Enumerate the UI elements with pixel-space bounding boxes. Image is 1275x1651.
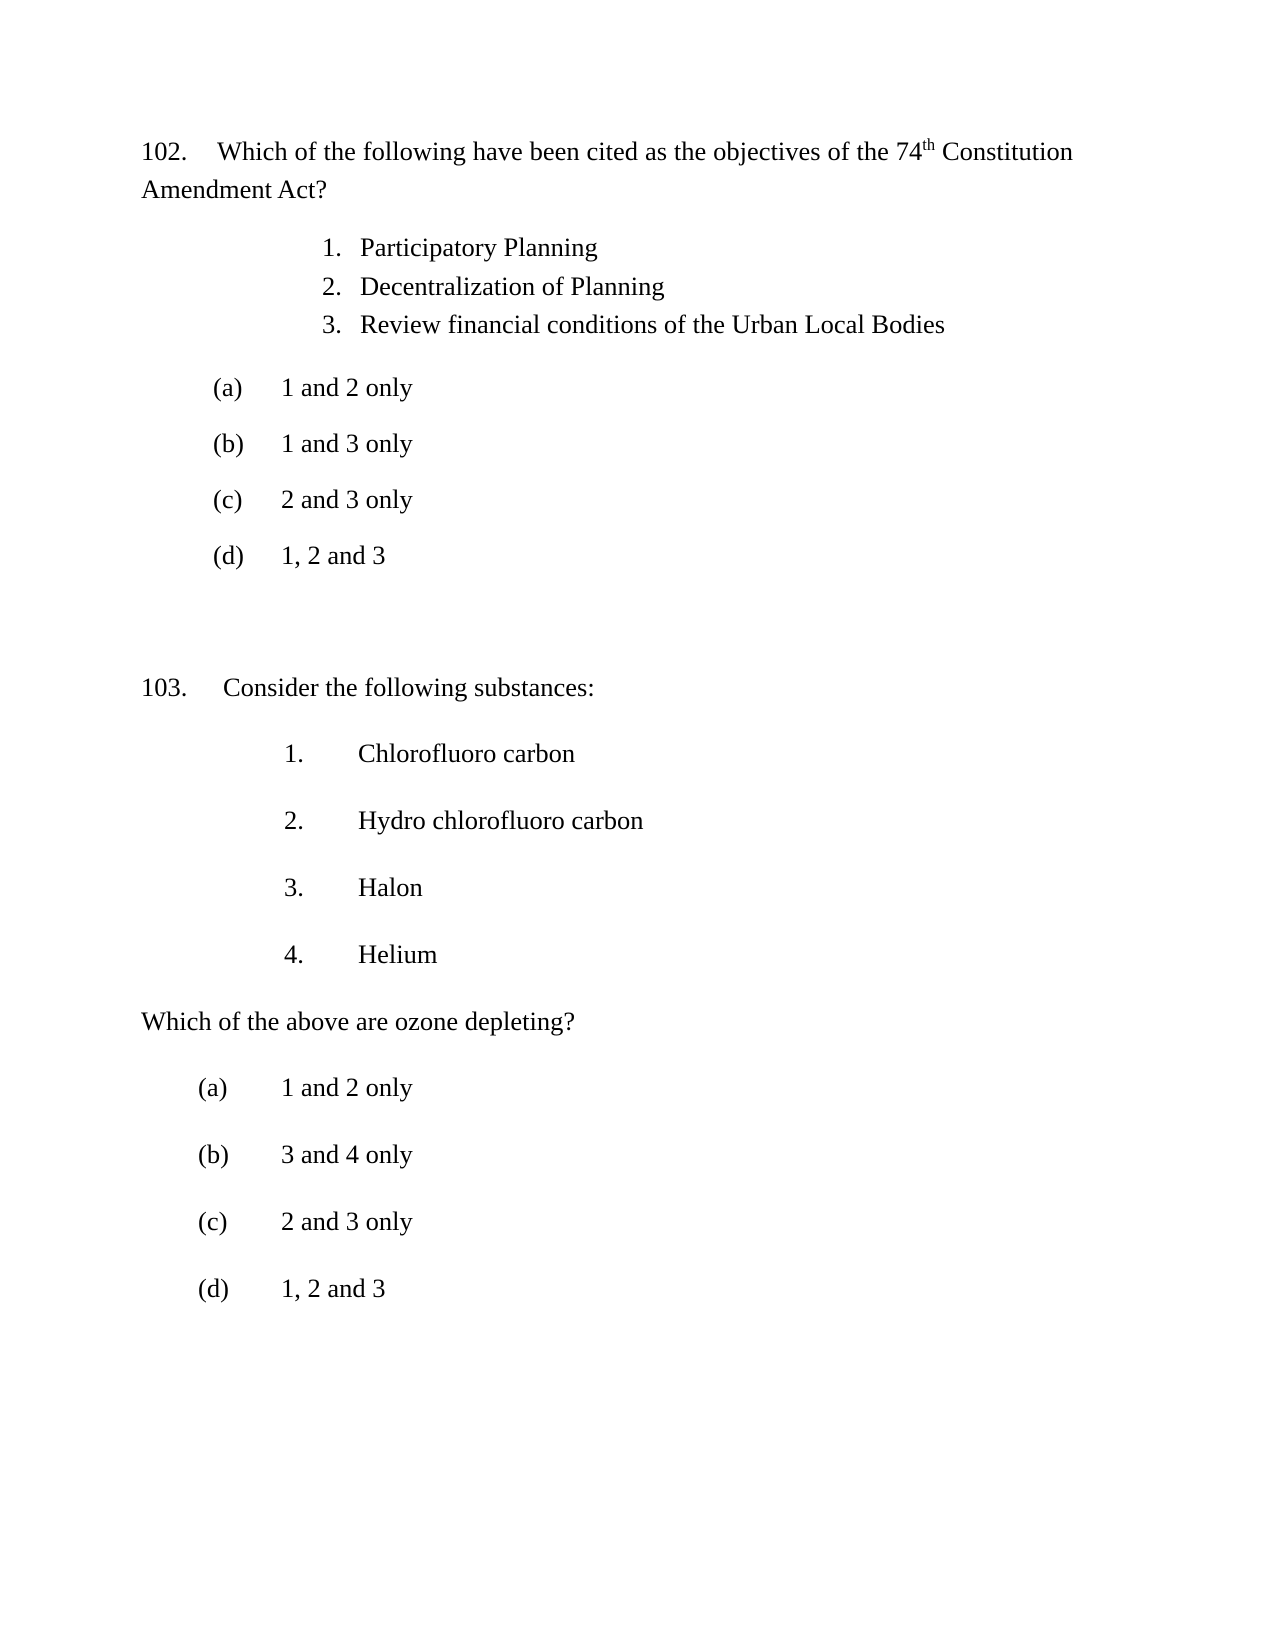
- option-marker: (d): [213, 539, 244, 570]
- list-item: [141, 870, 1073, 904]
- list-item: [141, 803, 1073, 837]
- option-marker: (a): [198, 1071, 228, 1102]
- list-item: [141, 228, 1073, 267]
- question-102-stem-continuation: Constitution Amendment Act?: [141, 136, 1073, 204]
- question-102-options: [141, 370, 1073, 572]
- list-item-marker: 2.: [284, 804, 304, 835]
- list-item-label: Participatory Planning: [360, 232, 598, 262]
- list-item-label: Hydro chlorofluoro carbon: [358, 804, 644, 835]
- question-103-item-list: [141, 736, 1073, 971]
- list-item-label: Decentralization of Planning: [360, 270, 665, 301]
- option-c[interactable]: [141, 482, 1073, 516]
- option-marker: (c): [213, 483, 243, 514]
- option-d[interactable]: [141, 1271, 1073, 1305]
- option-label: 1 and 2 only: [281, 371, 413, 402]
- question-103: [141, 668, 1073, 1305]
- question-102-stem-text: Which of the following have been cited as the objectives of the 74: [217, 136, 923, 166]
- question-102-stem: [141, 132, 1073, 208]
- option-label: 1, 2 and 3: [281, 539, 386, 570]
- question-102: [141, 132, 1073, 572]
- option-a[interactable]: [141, 370, 1073, 404]
- option-b[interactable]: [141, 1137, 1073, 1171]
- page-content: [141, 132, 1073, 1338]
- question-103-lead-in: Which of the above are ozone depleting?: [141, 1005, 576, 1036]
- list-item: [141, 267, 1073, 306]
- option-label: 2 and 3 only: [281, 483, 413, 514]
- list-item-label: Halon: [358, 871, 423, 902]
- question-103-stem: [141, 668, 1073, 706]
- option-label: 1 and 2 only: [281, 1071, 413, 1102]
- question-103-options: [141, 1070, 1073, 1305]
- question-102-item-list: [141, 228, 1073, 344]
- option-marker: (c): [198, 1205, 228, 1236]
- option-label: 1, 2 and 3: [281, 1272, 386, 1303]
- question-102-number: 102.: [141, 136, 188, 166]
- question-103-number: 103.: [141, 671, 188, 702]
- option-marker: (b): [213, 427, 244, 458]
- list-item-marker: 4.: [284, 938, 304, 969]
- option-marker: (d): [198, 1272, 229, 1303]
- question-103-stem-text: Consider the following substances:: [223, 671, 595, 702]
- list-item-marker: 3.: [284, 871, 304, 902]
- list-item: [141, 736, 1073, 770]
- option-a[interactable]: [141, 1070, 1073, 1104]
- list-item-marker: 1.: [322, 232, 342, 262]
- list-item: [141, 937, 1073, 971]
- list-item-marker: 1.: [284, 737, 304, 768]
- option-c[interactable]: [141, 1204, 1073, 1238]
- option-label: 3 and 4 only: [281, 1138, 413, 1169]
- option-d[interactable]: [141, 538, 1073, 572]
- question-separator: [141, 594, 1073, 668]
- option-marker: (a): [213, 371, 243, 402]
- option-label: 1 and 3 only: [281, 427, 413, 458]
- question-102-ordinal-suffix: th: [922, 135, 936, 155]
- option-label: 2 and 3 only: [281, 1205, 413, 1236]
- list-item-label: Chlorofluoro carbon: [358, 737, 576, 768]
- option-marker: (b): [198, 1138, 229, 1169]
- list-item-label: Helium: [358, 938, 438, 969]
- option-b[interactable]: [141, 426, 1073, 460]
- list-item-marker: 2.: [322, 270, 342, 301]
- list-item-label: Review financial conditions of the Urban Local Bodies: [360, 309, 946, 339]
- list-item: [141, 305, 1073, 344]
- list-item-marker: 3.: [322, 309, 342, 339]
